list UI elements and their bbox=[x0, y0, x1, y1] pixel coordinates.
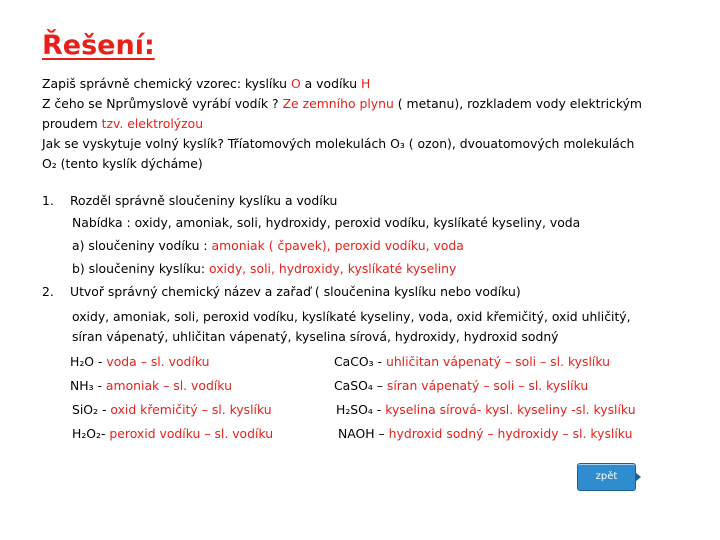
task1-b-answer: oxidy, soli, hydroxidy, kyslíkaté kyseliny bbox=[209, 261, 457, 276]
task2-offer-2: síran vápenatý, uhličitan vápenatý, kyselina sírová, hydroxidy, hydroxid sodný bbox=[72, 329, 559, 344]
formula: H₂O₂- bbox=[72, 426, 110, 441]
answer-right-1 bbox=[334, 354, 610, 369]
formula: CaSO₄ – bbox=[334, 378, 387, 393]
back-button-label: zpět bbox=[595, 471, 618, 482]
formula: SiO₂ - bbox=[72, 402, 111, 417]
task1-number: 1. bbox=[42, 193, 54, 208]
task1-b bbox=[72, 261, 456, 276]
answer: hydroxid sodný – hydroxidy – sl. kyslíku bbox=[388, 426, 633, 441]
answer-right-3 bbox=[336, 402, 636, 417]
task1-b-label: b) sloučeniny kyslíku: bbox=[72, 261, 209, 276]
formula: H₂SO₄ - bbox=[336, 402, 386, 417]
intro-text: ( metanu), rozkladem vody elektrickým bbox=[393, 96, 642, 111]
answer: oxid křemičitý – sl. kyslíku bbox=[110, 402, 272, 417]
intro-line-5: O₂ (tento kyslík dýcháme) bbox=[42, 156, 203, 171]
formula: NH₃ - bbox=[70, 378, 106, 393]
answer: uhličitan vápenatý – soli – sl. kyslíku bbox=[385, 354, 611, 369]
answer-left-3 bbox=[72, 402, 272, 417]
answer-left-2 bbox=[70, 378, 232, 393]
answer: peroxid vodíku – sl. vodíku bbox=[109, 426, 274, 441]
answer-left-4 bbox=[72, 426, 273, 441]
task1-a bbox=[72, 238, 464, 253]
intro-text: a vodíku bbox=[300, 76, 361, 91]
answer-left-1 bbox=[70, 354, 209, 369]
task1-offer: Nabídka : oxidy, amoniak, soli, hydroxidy, peroxid vodíku, kyslíkaté kyseliny, voda bbox=[72, 215, 581, 230]
answer: kyselina sírová- kysl. kyseliny -sl. kyslíku bbox=[385, 402, 636, 417]
formula: H₂O - bbox=[70, 354, 107, 369]
answer-natural-gas: Ze zemního plynu bbox=[282, 96, 394, 111]
intro-text: Z čeho se Nprůmyslově vyrábí vodík ? bbox=[42, 96, 283, 111]
back-button[interactable] bbox=[577, 463, 636, 491]
answer-electrolysis: tzv. elektrolýzou bbox=[101, 116, 204, 131]
answer-right-2 bbox=[334, 378, 588, 393]
task2-offer-1: oxidy, amoniak, soli, peroxid vodíku, kyslíkaté kyseliny, voda, oxid křemičitý, oxid uhličitý, bbox=[72, 309, 631, 324]
formula: NAOH – bbox=[338, 426, 389, 441]
oxygen-symbol: O bbox=[290, 76, 301, 91]
intro-text: Zapiš správně chemický vzorec: kyslíku bbox=[42, 76, 291, 91]
formula: CaCO₃ - bbox=[334, 354, 386, 369]
intro-text: proudem bbox=[42, 116, 102, 131]
intro-line-2 bbox=[42, 94, 642, 114]
task1-a-label: a) sloučeniny vodíku : bbox=[72, 238, 212, 253]
answer: amoniak – sl. vodíku bbox=[105, 378, 232, 393]
task1-heading: Rozděl správně sloučeniny kyslíku a vodíku bbox=[70, 193, 338, 208]
arrow-right-icon bbox=[635, 472, 641, 482]
page-title: Řešení: bbox=[42, 30, 155, 61]
task2-number: 2. bbox=[42, 284, 54, 299]
answer-right-4 bbox=[338, 426, 632, 441]
answer: voda – sl. vodíku bbox=[106, 354, 210, 369]
intro-line-1 bbox=[42, 74, 370, 94]
task1-a-answer: amoniak ( čpavek), peroxid vodíku, voda bbox=[211, 238, 464, 253]
task2-heading: Utvoř správný chemický název a zařaď ( sloučenina kyslíku nebo vodíku) bbox=[70, 284, 521, 299]
intro-line-4: Jak se vyskytuje volný kyslík? Tříatomových molekulách O₃ ( ozon), dvouatomových molekulách bbox=[42, 136, 635, 151]
answer: síran vápenatý – soli – sl. kyslíku bbox=[386, 378, 589, 393]
intro-line-3 bbox=[42, 114, 203, 134]
hydrogen-symbol: H bbox=[360, 76, 371, 91]
